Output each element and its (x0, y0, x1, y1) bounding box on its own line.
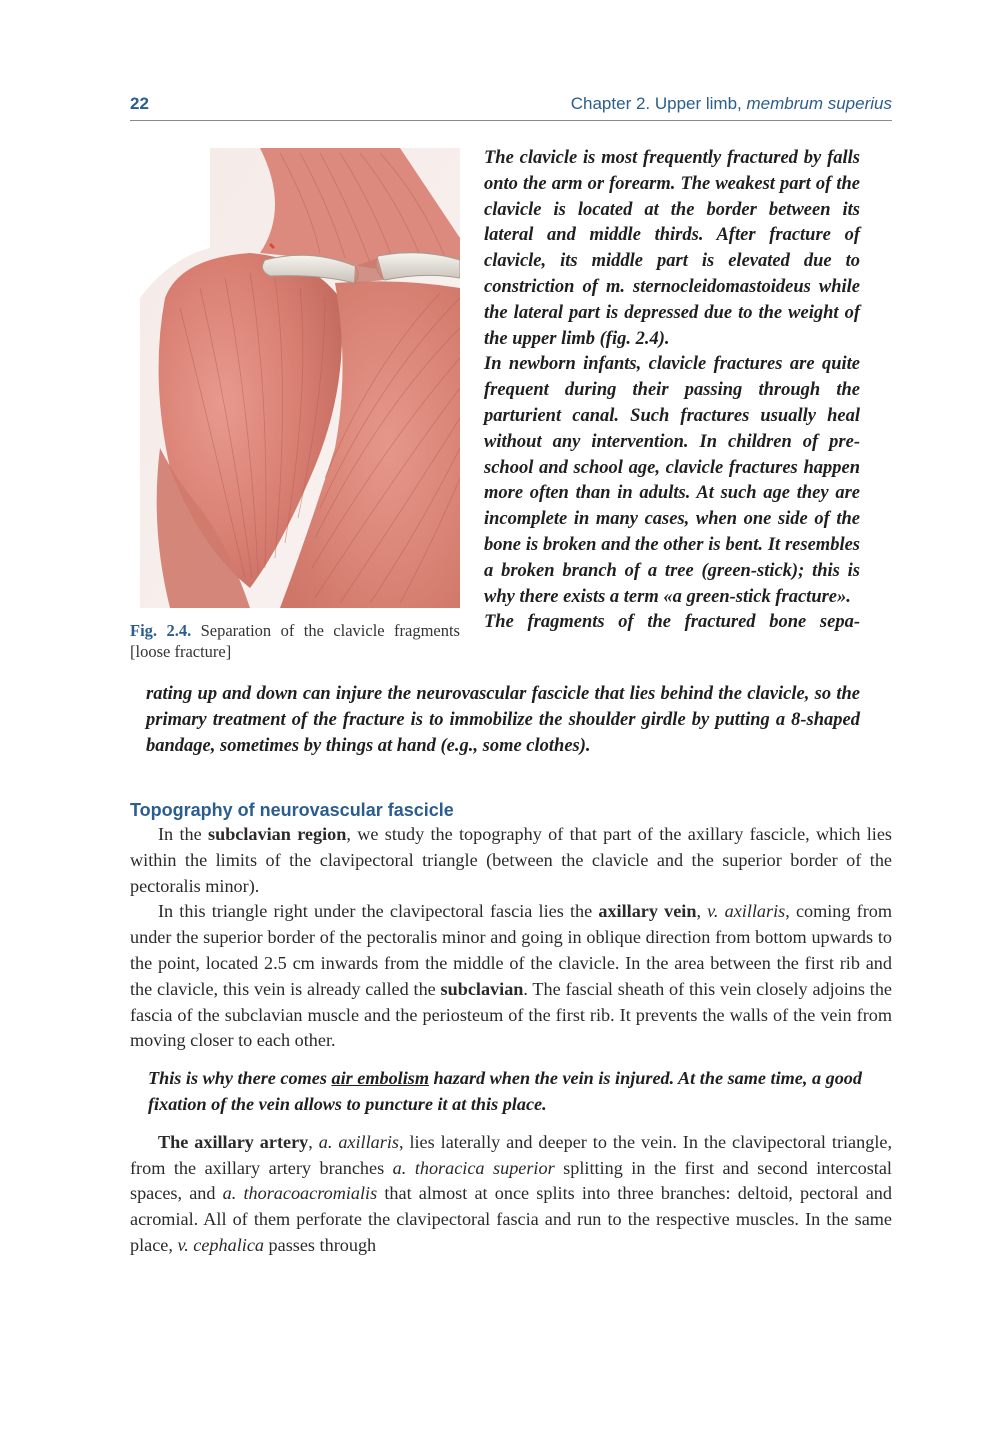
shoulder-muscle-illustration (140, 148, 460, 608)
chapter-title-latin: membrum superius (746, 94, 892, 113)
clinical-note-continuation (146, 682, 860, 759)
text-run: that almost at once splits into three branches: deltoid, pectoral and acromial. All of them perforate the clavipectoral fascia and run to the respective muscles. In the same place, (130, 1183, 892, 1255)
note-paragraph-3-rest: rating up and down can injure the neurovascular fascicle that lies behind the clavicle, so the primary treatment of the fracture is to immobilize the shoulder girdle by putting a 8-shaped bandage, sometimes by things at hand (e.g., some clothes). (146, 684, 860, 756)
text-run: , lies laterally and deeper to the vein. In the clavipectoral triangle, from the axillary artery branches (130, 1131, 892, 1178)
text-run: In this triangle right under the clavipectoral fascia lies the (158, 901, 599, 922)
text-run: hazard when the vein is injured. At the same time, a good fixation of the vein allows to puncture it at this place. (148, 1068, 862, 1114)
figure-caption (130, 620, 460, 662)
text-run: passes through (263, 1234, 377, 1255)
note-paragraph-2: In newborn infants, clavicle fractures are quite frequent during their passing through the parturient canal. Such fractures usually heal without any intervention. In children of pre-school and school age, clavicle fractures happen more often than in adults. At such age they are incomplete in many cases, when one side of the bone is broken and the other is bent. It resembles a broken branch of a tree (green-stick); this is why there exists a term «a green-stick fracture». (484, 354, 860, 607)
body-paragraph-1 (130, 822, 892, 899)
latin-term: a. axillaris (318, 1131, 399, 1152)
term-air-embolism: air embolism (331, 1068, 429, 1089)
body-paragraph-2 (130, 899, 892, 1054)
text-run: , coming from under the superior border of the pectoralis minor and going in oblique direction from bottom upwards to the point, located 2.5 cm inwards from the middle of the clavicle. In the area between the first rib and the clavicle, this vein is already called the (130, 901, 893, 999)
figure-caption-text: Separation of the clavicle fragments [loose fracture] (130, 621, 460, 661)
section-heading: Topography of neurovascular fascicle (130, 800, 454, 820)
clinical-note-column (484, 146, 860, 636)
text-run: . The fascial sheath of this vein closely adjoins the fascia of the subclavian muscle and the periosteum of the first rib. It prevents the walls of the vein from moving closer to each other. (130, 978, 892, 1051)
clinical-note-embolism (148, 1066, 862, 1118)
note-paragraph-3-start: The fragments of the fractured bone sepa- (484, 612, 860, 633)
text-run: splitting in the first and second intercostal spaces, and (130, 1157, 892, 1204)
page-number: 22 (130, 94, 149, 113)
text-run: , (696, 901, 708, 922)
latin-term: a. thoracoacromialis (222, 1183, 378, 1204)
anatomy-figure (140, 148, 460, 608)
figure-label: Fig. 2.4. (130, 621, 192, 640)
term-subclavian-region: subclavian region (208, 824, 347, 844)
text-run: , we study the topography of that part of the axillary fascicle, which lies within the limits of the clavipectoral triangle (between the clavicle and the superior border of the pectoralis minor). (130, 824, 893, 896)
text-run: This is why there comes (148, 1068, 332, 1089)
term-axillary-artery: The axillary artery (158, 1131, 309, 1152)
section-body (130, 822, 892, 1259)
chapter-title (571, 94, 892, 114)
note-paragraph-1: The clavicle is most frequently fractured by falls onto the arm or forearm. The weakest part of the clavicle is located at the border between its lateral and middle thirds. After fracture of clavicle, its middle part is elevated due to constriction of m. sternocleidomastoideus while the lateral part is depressed due to the weight of the upper limb (fig. 2.4). (484, 148, 860, 349)
chapter-title-prefix: Chapter 2. Upper limb, (570, 94, 747, 113)
term-subclavian: subclavian (440, 978, 524, 999)
note-embolism-text (148, 1066, 862, 1118)
text-run: In the (158, 824, 208, 844)
latin-term: v. axillaris (707, 901, 786, 922)
latin-term: a. thoracica superior (392, 1157, 555, 1178)
term-axillary-vein: axillary vein (598, 901, 697, 922)
latin-term: v. cephalica (177, 1234, 264, 1255)
body-paragraph-3 (130, 1130, 892, 1259)
text-run: , (308, 1131, 319, 1152)
running-header (130, 92, 892, 121)
